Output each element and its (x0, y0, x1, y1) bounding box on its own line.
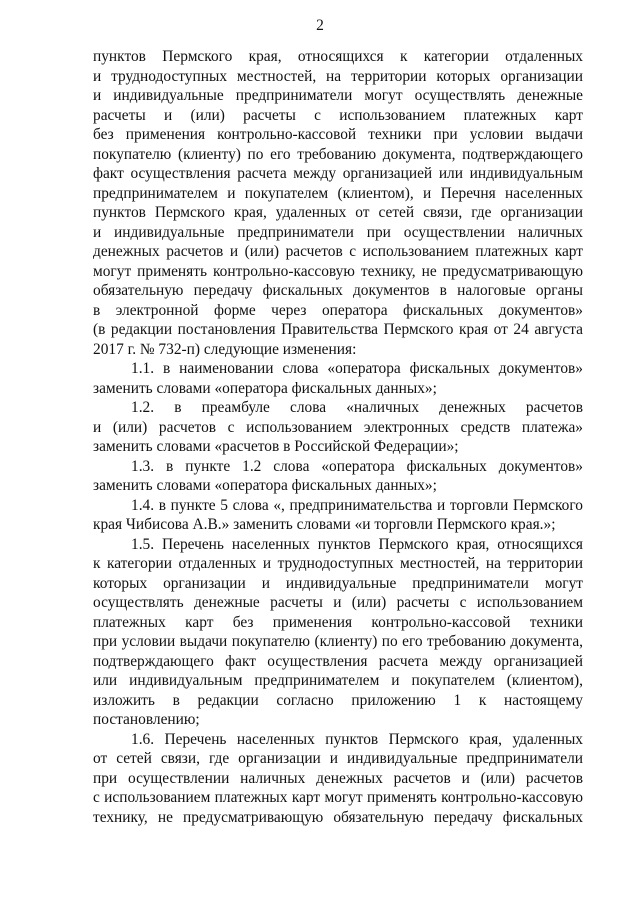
text-line: пунктов Пермского края, удаленных от сетей связи, где организации (93, 204, 583, 221)
text-line: подтверждающего факт осуществления расчета между организацией (93, 652, 583, 670)
text-line: 2017 г. № 732-п) следующие изменения: (93, 340, 357, 358)
text-line: покупателю (клиенту) по его требованию документа, подтверждающего (93, 145, 583, 163)
text-line: или индивидуальным предпринимателем и покупателем (клиентом), (93, 672, 583, 689)
text-line: и труднодоступных местностей, на территории которых организации (93, 67, 583, 85)
text-line: технику, не предусматривающую обязательную передачу фискальных (93, 808, 583, 826)
text-line: и (или) расчетов с использованием электронных средств платежа» (93, 418, 583, 436)
text-line: факт осуществления расчета между организацией или индивидуальным (93, 165, 583, 182)
text-line: заменить словами «оператора фискальных данных»; (93, 379, 437, 397)
paragraph-first-line: 1.4. в пункте 5 слова «, предпринимательства и торговли Пермского (131, 496, 583, 514)
body-text (93, 47, 583, 827)
text-line: которых организации и индивидуальные предприниматели могут (93, 574, 583, 592)
text-line: от сетей связи, где организации и индивидуальные предприниматели (93, 750, 583, 767)
paragraph-first-line: 1.5. Перечень населенных пунктов Пермского края, относящихся (131, 535, 583, 553)
text-line: расчеты и (или) расчеты с использованием платежных карт (93, 106, 583, 124)
text-line: при условии выдачи покупателю (клиенту) по его требованию документа, (93, 633, 583, 650)
text-line: предпринимателем и покупателем (клиентом), и Перечня населенных (93, 184, 583, 202)
text-line: и индивидуальные предприниматели при осуществлении наличных (93, 223, 583, 241)
text-line: обязательную передачу фискальных документов в налоговые органы (93, 282, 583, 299)
text-line: платежных карт без применения контрольно-кассовой техники (93, 613, 583, 631)
page-number: 2 (316, 17, 324, 34)
text-line: края Чибисова А.В.» заменить словами «и торговли Пермского края.»; (93, 516, 556, 533)
text-line: денежных расчетов и (или) расчетов с использованием платежных карт (93, 243, 583, 260)
text-line: в электронной форме через оператора фискальных документов» (93, 301, 583, 319)
text-line: при осуществлении наличных денежных расчетов и (или) расчетов (93, 769, 583, 787)
text-line: и индивидуальные предприниматели могут осуществлять денежные (93, 87, 583, 104)
text-line: постановлению; (93, 711, 200, 728)
paragraph-first-line: 1.1. в наименовании слова «оператора фискальных документов» (131, 360, 583, 377)
text-line: могут применять контрольно-кассовую технику, не предусматривающую (93, 262, 583, 280)
text-line: к категории отдаленных и труднодоступных местностей, на территории (93, 555, 583, 572)
paragraph-first-line: 1.2. в преамбуле слова «наличных денежных расчетов (131, 399, 583, 416)
text-line: пунктов Пермского края, относящихся к категории отдаленных (93, 48, 583, 65)
paragraph-first-line: 1.3. в пункте 1.2 слова «оператора фискальных документов» (131, 457, 583, 475)
text-line: (в редакции постановления Правительства Пермского края от 24 августа (93, 321, 583, 338)
text-line: изложить в редакции согласно приложению 1 к настоящему (93, 691, 583, 709)
paragraph-first-line: 1.6. Перечень населенных пунктов Пермского края, удаленных (131, 730, 583, 748)
text-line: осуществлять денежные расчеты и (или) расчеты с использованием (93, 594, 583, 611)
text-line: без применения контрольно-кассовой техники при условии выдачи (93, 126, 583, 143)
text-line: заменить словами «оператора фискальных данных»; (93, 477, 437, 494)
text-line: заменить словами «расчетов в Российской Федерации»; (93, 438, 459, 455)
text-line: с использованием платежных карт могут применять контрольно-кассовую (93, 789, 583, 806)
